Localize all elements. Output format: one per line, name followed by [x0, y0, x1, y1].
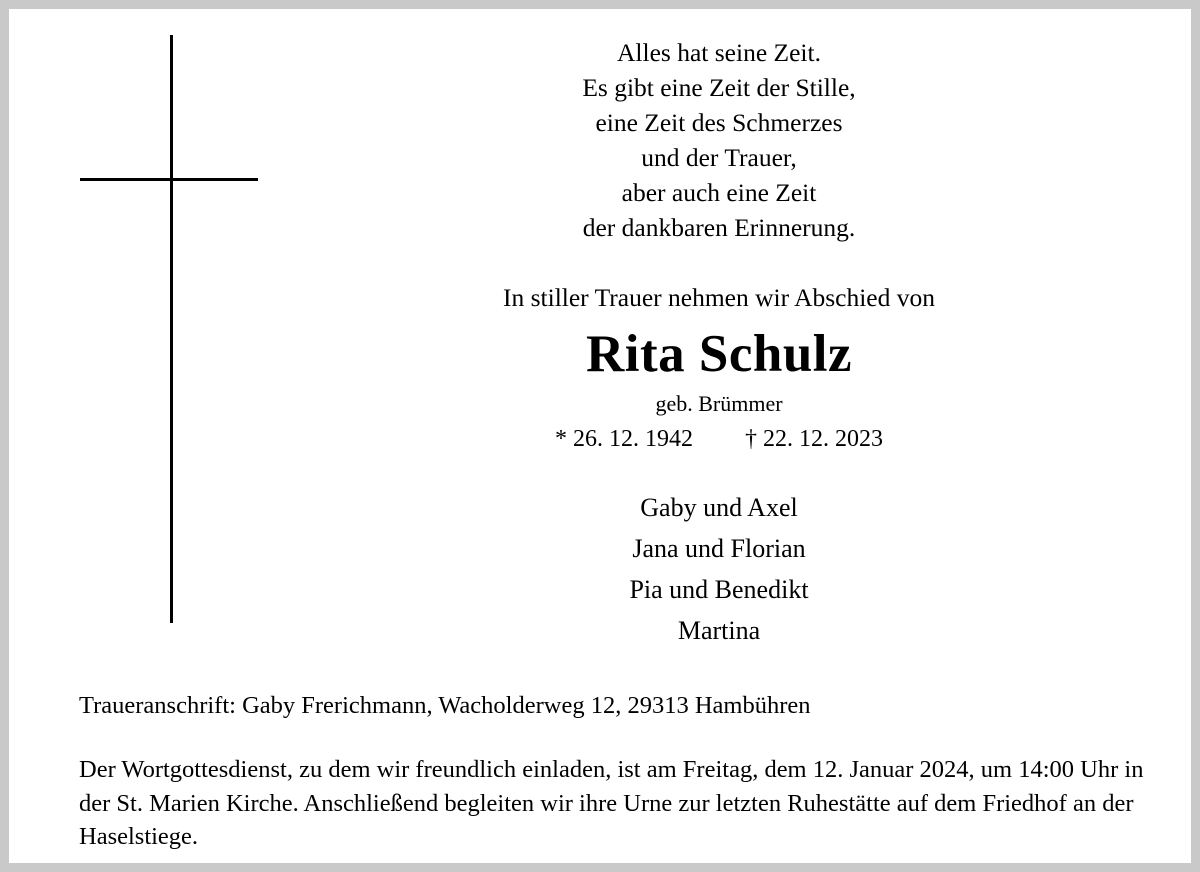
- verse-line: eine Zeit des Schmerzes: [595, 108, 843, 137]
- mourning-address: Traueranschrift: Gaby Frerichmann, Wacholderweg 12, 29313 Hambühren: [79, 692, 811, 719]
- verse-block: [409, 35, 1029, 245]
- list-item: Pia und Benedikt: [629, 575, 809, 604]
- christian-cross-icon: [71, 35, 271, 635]
- list-item: Martina: [677, 616, 761, 645]
- life-dates: [409, 423, 1029, 455]
- maiden-name: geb. Brümmer: [655, 391, 783, 416]
- verse-line: Es gibt eine Zeit der Stille,: [582, 73, 856, 102]
- death-date: † 22. 12. 2023: [745, 426, 883, 452]
- deceased-name: Rita Schulz: [585, 325, 853, 383]
- mourning-intro: In stiller Trauer nehmen wir Abschied von: [502, 283, 936, 312]
- verse-line: der dankbaren Erinnerung.: [582, 213, 856, 242]
- verse-line: und der Trauer,: [641, 143, 797, 172]
- cross-vertical-bar: [170, 35, 173, 623]
- list-item: Jana und Florian: [632, 534, 806, 563]
- cross-horizontal-bar: [80, 178, 258, 181]
- verse-line: Alles hat seine Zeit.: [617, 38, 821, 67]
- survivors-list: [409, 487, 1029, 651]
- verse-line: aber auch eine Zeit: [621, 178, 817, 207]
- card-inner: [9, 9, 1191, 863]
- list-item: Gaby und Axel: [640, 493, 798, 522]
- birth-date: * 26. 12. 1942: [555, 426, 693, 452]
- service-details: Der Wortgottesdienst, zu dem wir freundlich einladen, ist am Freitag, dem 12. Januar 2024, um 14:00 Uhr in der St. Marien Kirche. Anschließend begleiten wir ihre Urne zur letzten Ruhestätte auf dem Friedhof an der Haselstiege.: [79, 756, 1144, 850]
